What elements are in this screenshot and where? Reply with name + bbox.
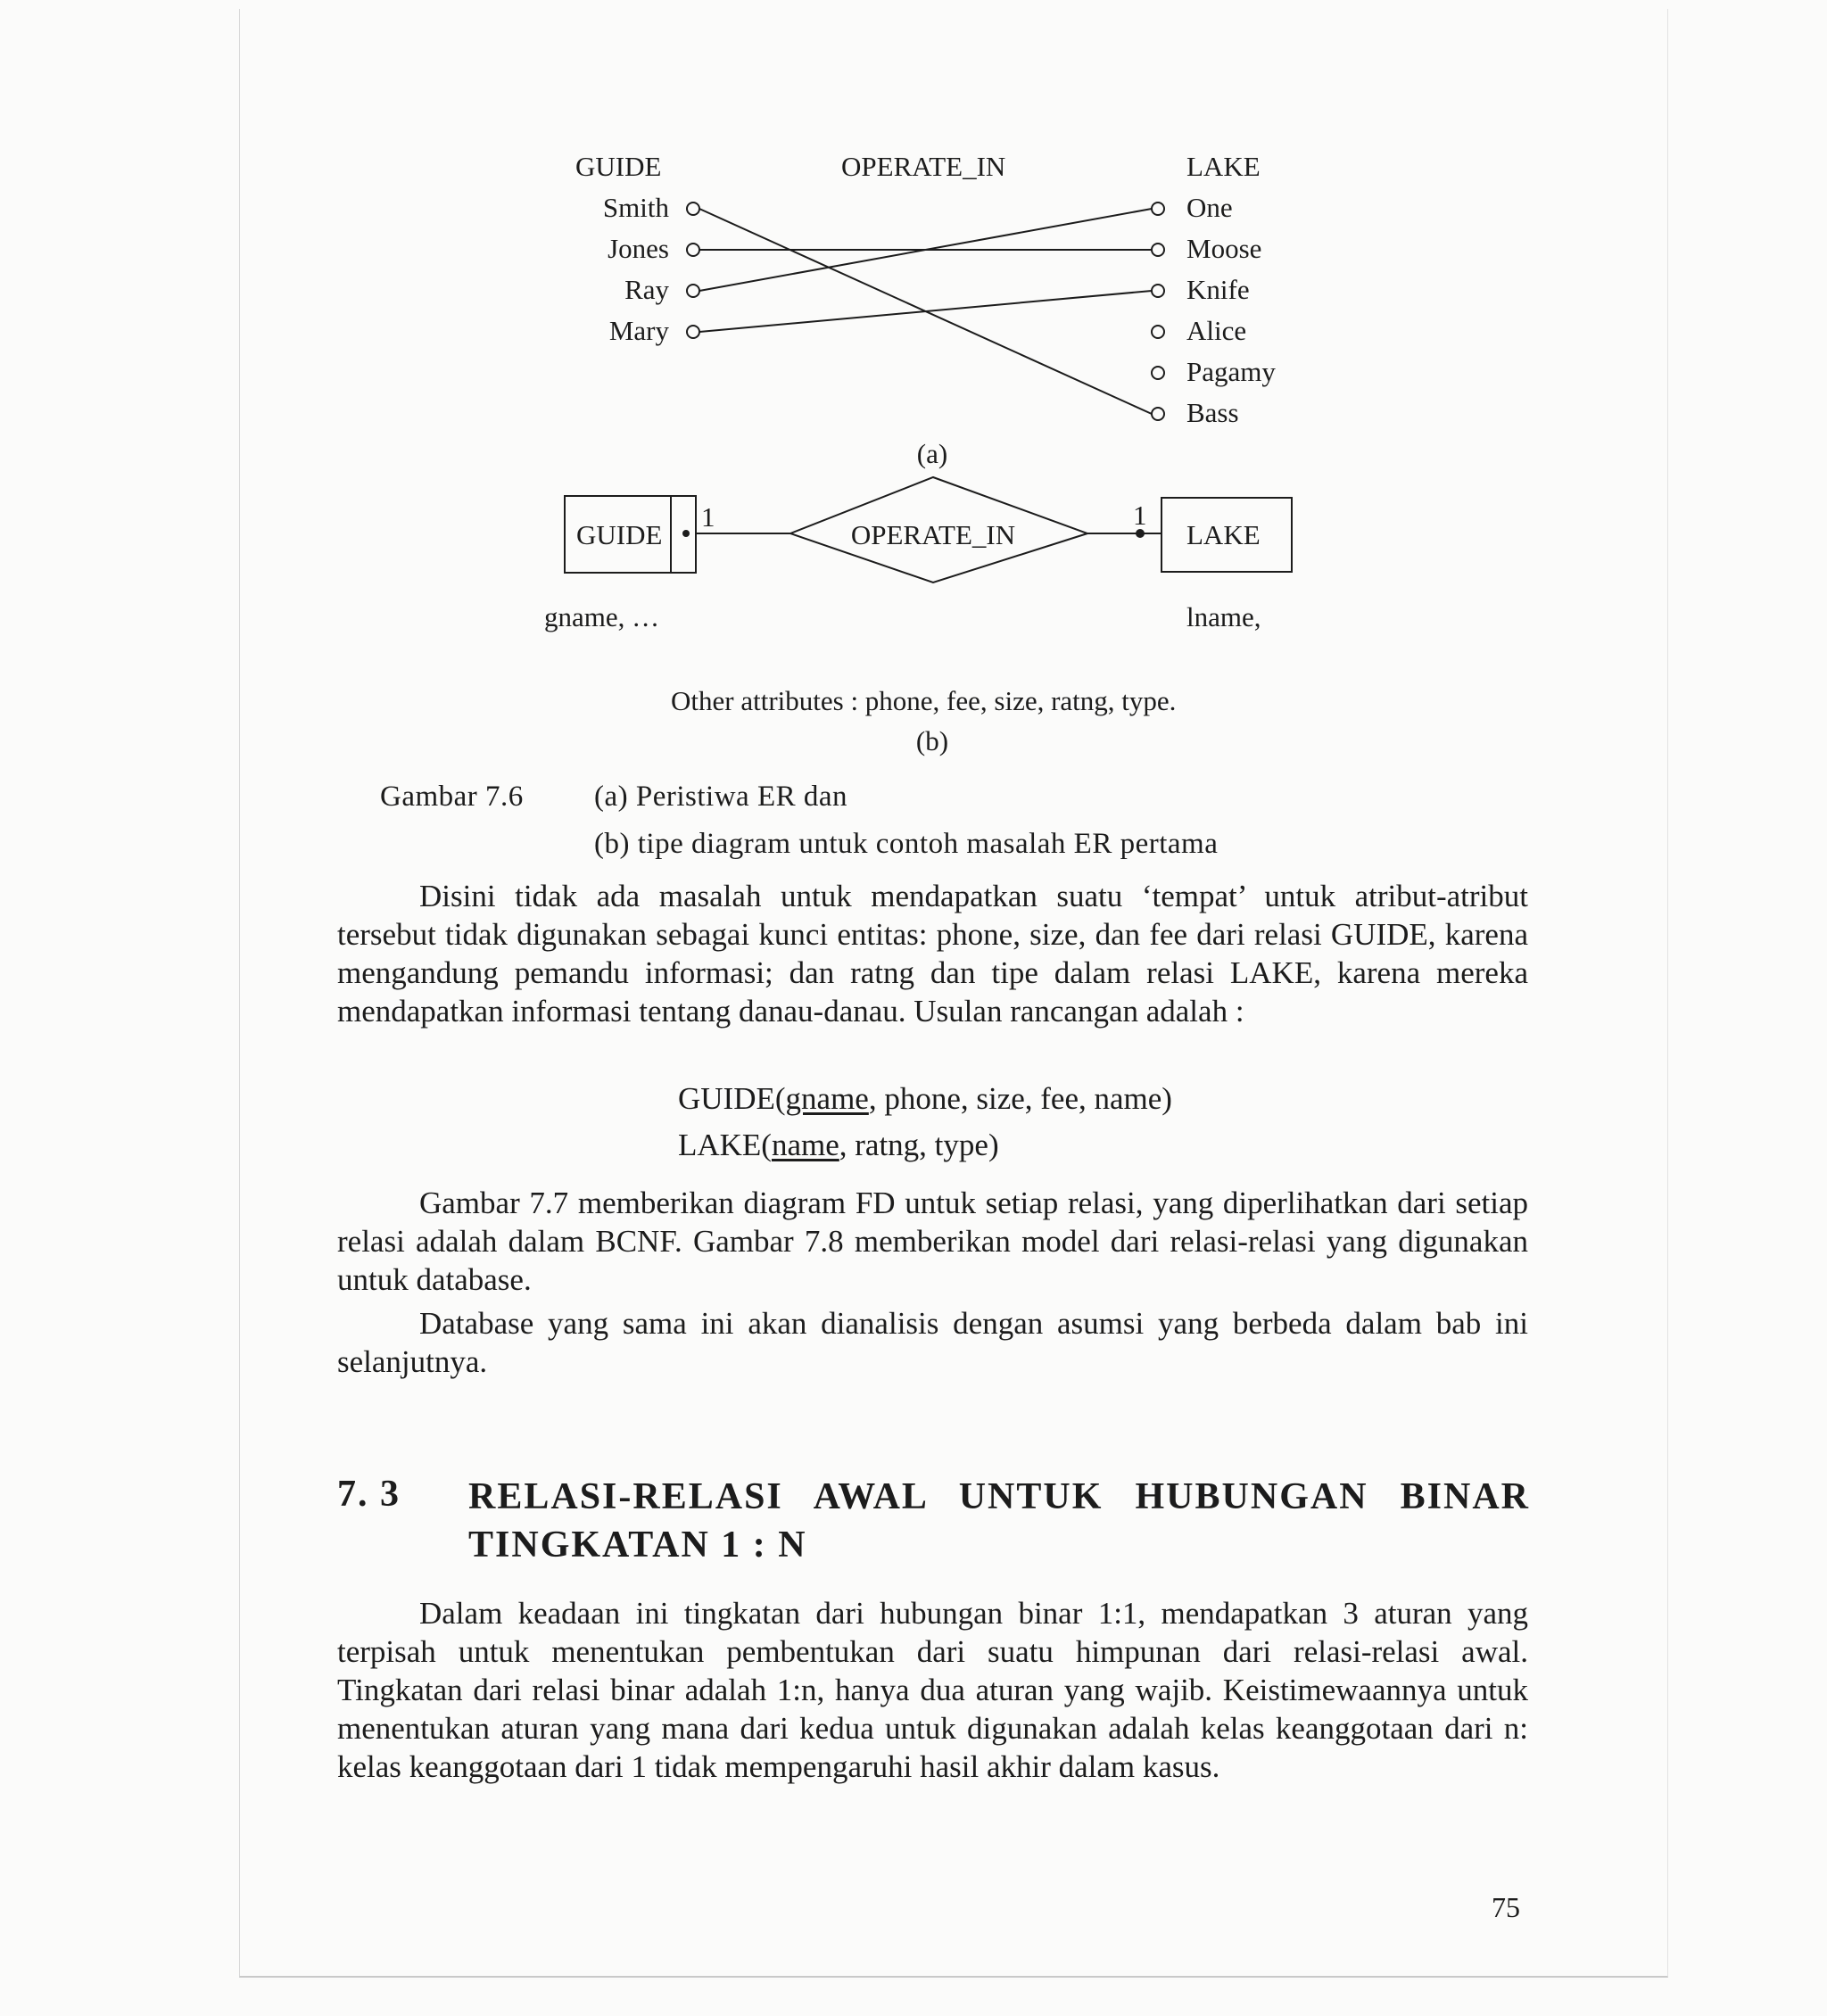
schema-guide xyxy=(678,1079,1172,1118)
schema-guide-key: gname xyxy=(785,1081,869,1116)
guide-smith: Smith xyxy=(602,192,669,223)
figure-caption-b: (b) tipe diagram untuk contoh masalah ER pertama xyxy=(594,828,1219,860)
lake-moose: Moose xyxy=(1186,233,1262,264)
lake-node-alice xyxy=(1152,326,1164,338)
lake-pagamy: Pagamy xyxy=(1186,356,1276,387)
attrs-guide: gname, … xyxy=(544,601,660,632)
guide-jones: Jones xyxy=(608,233,669,264)
entity-lake-label: LAKE xyxy=(1186,519,1261,550)
paragraph-2: Gambar 7.7 memberikan diagram FD untuk setiap relasi, yang diperlihatkan dari setiap relasi adalah dalam BCNF. Gambar 7.8 memberikan model dari relasi-relasi yang digunakan untuk database. xyxy=(337,1186,1528,1297)
lake-alice: Alice xyxy=(1186,315,1247,346)
paragraph-1: Disini tidak ada masalah untuk mendapatkan suatu ‘tempat’ untuk atribut-atribut tersebut tidak digunakan sebagai kunci entitas: phone, size, dan fee dari relasi GUIDE, karena mengandung pemandu informasi; dan ratng dan tipe dalam relasi LAKE, karena mereka mendapatkan informasi tentang danau-danau. Usulan rancangan adalah : xyxy=(337,879,1528,1029)
guide-mary: Mary xyxy=(608,315,669,346)
attrs-lake: lname, xyxy=(1186,601,1261,632)
header-lake: LAKE xyxy=(1186,151,1261,182)
cardinality-left: 1 xyxy=(701,501,715,533)
lake-node-bass xyxy=(1152,408,1164,420)
header-operate-in: OPERATE_IN xyxy=(841,151,1006,182)
guide-node-jones xyxy=(687,244,699,256)
lake-node-knife xyxy=(1152,285,1164,297)
guide-node-ray xyxy=(687,285,699,297)
header-guide: GUIDE xyxy=(575,151,662,182)
cardinality-right: 1 xyxy=(1133,500,1147,531)
label-b: (b) xyxy=(915,725,949,756)
schema-guide-prefix: GUIDE( xyxy=(678,1081,786,1116)
lake-node-one xyxy=(1152,202,1164,215)
label-a: (a) xyxy=(916,438,948,469)
entity-guide-label: GUIDE xyxy=(576,519,663,550)
guide-ray: Ray xyxy=(624,274,669,305)
lake-knife: Knife xyxy=(1186,274,1250,305)
section-title: RELASI-RELASI AWAL UNTUK HUBUNGAN BINAR TINGKATAN 1 : N xyxy=(468,1476,1530,1566)
schema-lake xyxy=(678,1126,999,1164)
schema-guide-rest: , phone, size, fee, name) xyxy=(868,1081,1172,1116)
other-attributes: Other attributes : phone, fee, size, ratng, type. xyxy=(671,685,1177,716)
er-diagram xyxy=(0,0,1827,856)
figure-7-6 xyxy=(0,0,1827,856)
relationship-label: OPERATE_IN xyxy=(850,519,1016,550)
participation-dot-guide xyxy=(682,530,690,537)
section-paragraph: Dalam keadaan ini tingkatan dari hubungan binar 1:1, mendapatkan 3 aturan yang terpisah untuk menentukan pembentukan dari suatu himpunan dari relasi-relasi awal. Tingkatan dari relasi binar adalah 1:n, hanya dua aturan yang wajib. Keistimewaannya untuk menentukan aturan yang mana dari kedua untuk digunakan adalah kelas keanggotaan dari n: kelas keanggotaan dari 1 tidak mempengaruhi hasil akhir dalam kasus. xyxy=(337,1596,1528,1784)
link-mary-knife xyxy=(699,291,1152,332)
figure-caption-label: Gambar 7.6 xyxy=(380,781,524,813)
lake-node-pagamy xyxy=(1152,367,1164,379)
schema-lake-key: name xyxy=(771,1128,839,1162)
schema-lake-prefix: LAKE( xyxy=(678,1128,772,1162)
guide-node-mary xyxy=(687,326,699,338)
guide-node-smith xyxy=(687,202,699,215)
paragraph-3: Database yang sama ini akan dianalisis dengan asumsi yang berbeda dalam bab ini selanjutnya. xyxy=(337,1306,1528,1379)
schema-lake-rest: , ratng, type) xyxy=(839,1128,999,1162)
lake-node-moose xyxy=(1152,244,1164,256)
figure-caption-a: (a) Peristiwa ER dan xyxy=(594,781,848,813)
lake-one: One xyxy=(1186,192,1233,223)
lake-bass: Bass xyxy=(1186,397,1239,428)
page-number: 75 xyxy=(1492,1891,1520,1923)
section-number: 7. 3 xyxy=(337,1474,401,1515)
